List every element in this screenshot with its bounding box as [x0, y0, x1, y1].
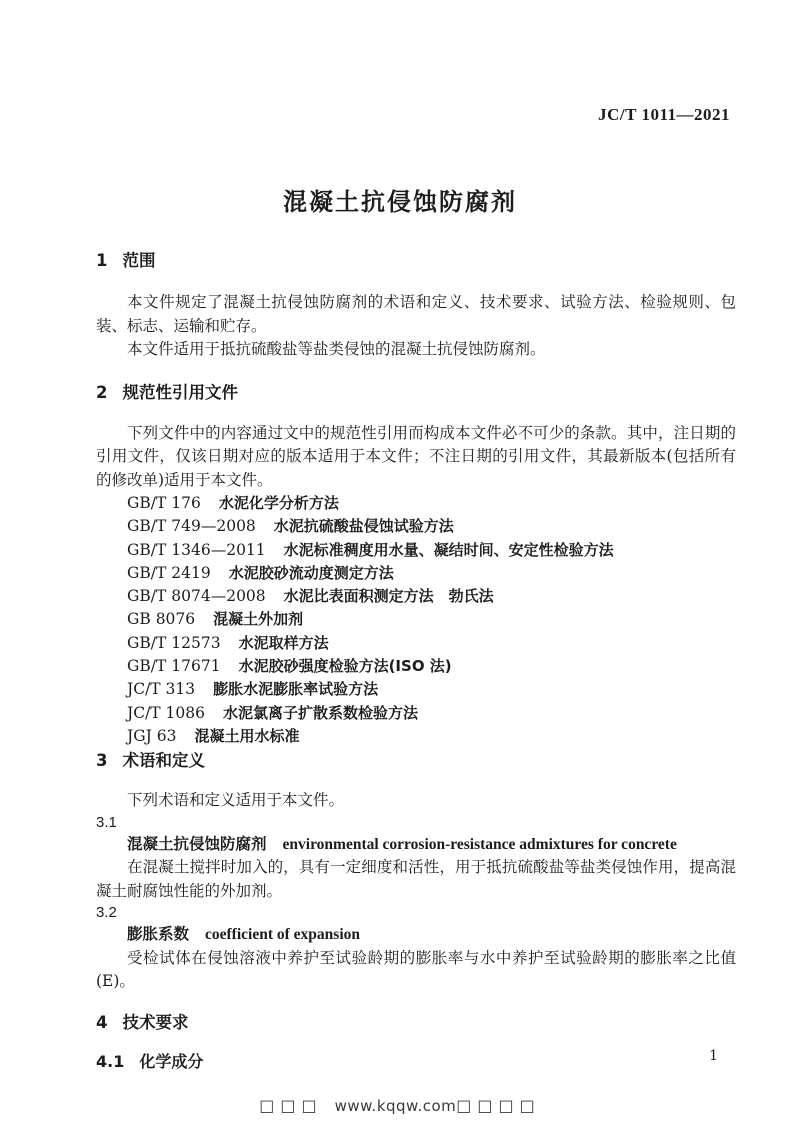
- term-definition: 在混凝土搅拌时加入的，具有一定细度和活性，用于抵抗硫酸盐等盐类侵蚀作用，提高混凝土耐腐蚀性能的外加剂。: [96, 858, 736, 900]
- document-body: [96, 252, 736, 1070]
- reference-item: [96, 655, 736, 678]
- term-chinese: 混凝土抗侵蚀防腐剂: [127, 834, 267, 853]
- page-number: 1: [709, 1048, 718, 1064]
- watermark-glyphs-left: □□□: [259, 1096, 323, 1115]
- reference-title: 水泥氯离子扩散系数检验方法: [223, 703, 419, 722]
- reference-item: [96, 585, 736, 608]
- scope-paragraph-2: 本文件适用于抵抗硫酸盐等盐类侵蚀的混凝土抗侵蚀防腐剂。: [127, 340, 546, 358]
- reference-code: GB 8076: [127, 610, 196, 629]
- reference-item: [96, 539, 736, 562]
- reference-code: JGJ 63: [127, 726, 177, 745]
- reference-title: 水泥化学分析方法: [218, 494, 339, 512]
- reference-title: 水泥比表面积测定方法 勃氏法: [283, 587, 494, 606]
- section-2-heading: [96, 384, 736, 401]
- term-line: [96, 922, 736, 947]
- reference-code: JC/T 313: [127, 680, 196, 699]
- doc-title: 混凝土抗侵蚀防腐剂: [283, 188, 517, 216]
- reference-code: GB/T 749—2008: [127, 517, 256, 536]
- reference-code: GB/T 176: [127, 494, 201, 512]
- reference-item: [96, 515, 736, 538]
- reference-title: 水泥胶砂强度检验方法(ISO 法): [238, 657, 452, 676]
- reference-item: [96, 678, 736, 701]
- reference-list: [96, 492, 736, 748]
- section-1-heading: [96, 252, 736, 269]
- watermark-url: www.kqqw.com: [334, 1097, 457, 1115]
- term-chinese: 膨胀系数: [127, 925, 190, 944]
- reference-code: JC/T 1086: [127, 703, 206, 722]
- scope-paragraph-1: 本文件规定了混凝土抗侵蚀防腐剂的术语和定义、技术要求、试验方法、检验规则、包装、标志、运输和贮存。: [96, 293, 736, 335]
- reference-title: 混凝土用水标准: [194, 726, 300, 745]
- term-number: 3.2: [96, 904, 117, 922]
- reference-title: 膨胀水泥膨胀率试验方法: [213, 680, 379, 699]
- reference-title: 水泥胶砂流动度测定方法: [228, 563, 394, 582]
- term-english: environmental corrosion-resistance admixtures for concrete: [282, 835, 677, 853]
- reference-code: GB/T 17671: [127, 657, 221, 676]
- section-2-number: 2: [96, 382, 108, 402]
- section-1-title: 范围: [122, 251, 156, 270]
- reference-title: 水泥标准稠度用水量、凝结时间、安定性检验方法: [283, 540, 614, 559]
- reference-title: 水泥抗硫酸盐侵蚀试验方法: [273, 517, 454, 536]
- reference-item: [96, 562, 736, 585]
- reference-code: GB/T 8074—2008: [127, 587, 266, 606]
- section-3-title: 术语和定义: [122, 751, 205, 771]
- section-3-number: 3: [96, 751, 108, 771]
- reference-item: [96, 492, 736, 515]
- reference-item: [96, 632, 736, 655]
- footer-watermark: [0, 1096, 800, 1115]
- reference-title: 混凝土外加剂: [213, 610, 304, 629]
- reference-item: [96, 725, 736, 748]
- section-4-1-number: 4.1: [96, 1051, 125, 1071]
- term-definition: 受检试体在侵蚀溶液中养护至试验龄期的膨胀率与水中养护至试验龄期的膨胀率之比值(E)。: [96, 948, 736, 991]
- reference-code: GB/T 12573: [127, 633, 221, 652]
- terms-intro: 下列术语和定义适用于本文件。: [127, 791, 345, 810]
- term-english: coefficient of expansion: [205, 926, 360, 944]
- term-line: [96, 832, 736, 857]
- section-4-1-title: 化学成分: [139, 1051, 204, 1071]
- term-number: 3.1: [96, 813, 117, 831]
- section-4-number: 4: [96, 1012, 108, 1032]
- section-3-heading: [96, 752, 736, 769]
- section-4-title: 技术要求: [122, 1012, 189, 1032]
- doc-code: JC/T 1011—2021: [598, 105, 730, 124]
- reference-code: GB/T 1346—2011: [127, 540, 266, 559]
- term-entry-3-1: [96, 813, 736, 904]
- watermark-glyphs-right: □□□□: [456, 1096, 541, 1115]
- references-intro: 下列文件中的内容通过文中的规范性引用而构成本文件必不可少的条款。其中，注日期的引用文件，仅该日期对应的版本适用于本文件；不注日期的引用文件，其最新版本(包括所有的修改单)适用于本文件。: [96, 423, 736, 489]
- reference-item: [96, 608, 736, 631]
- term-entry-3-2: [96, 903, 736, 994]
- reference-item: [96, 702, 736, 725]
- section-4-heading: [96, 1014, 736, 1031]
- section-2-title: 规范性引用文件: [122, 382, 238, 402]
- reference-code: GB/T 2419: [127, 563, 211, 582]
- reference-title: 水泥取样方法: [238, 633, 329, 652]
- section-1-number: 1: [96, 251, 108, 270]
- section-4-1-heading: [96, 1053, 736, 1070]
